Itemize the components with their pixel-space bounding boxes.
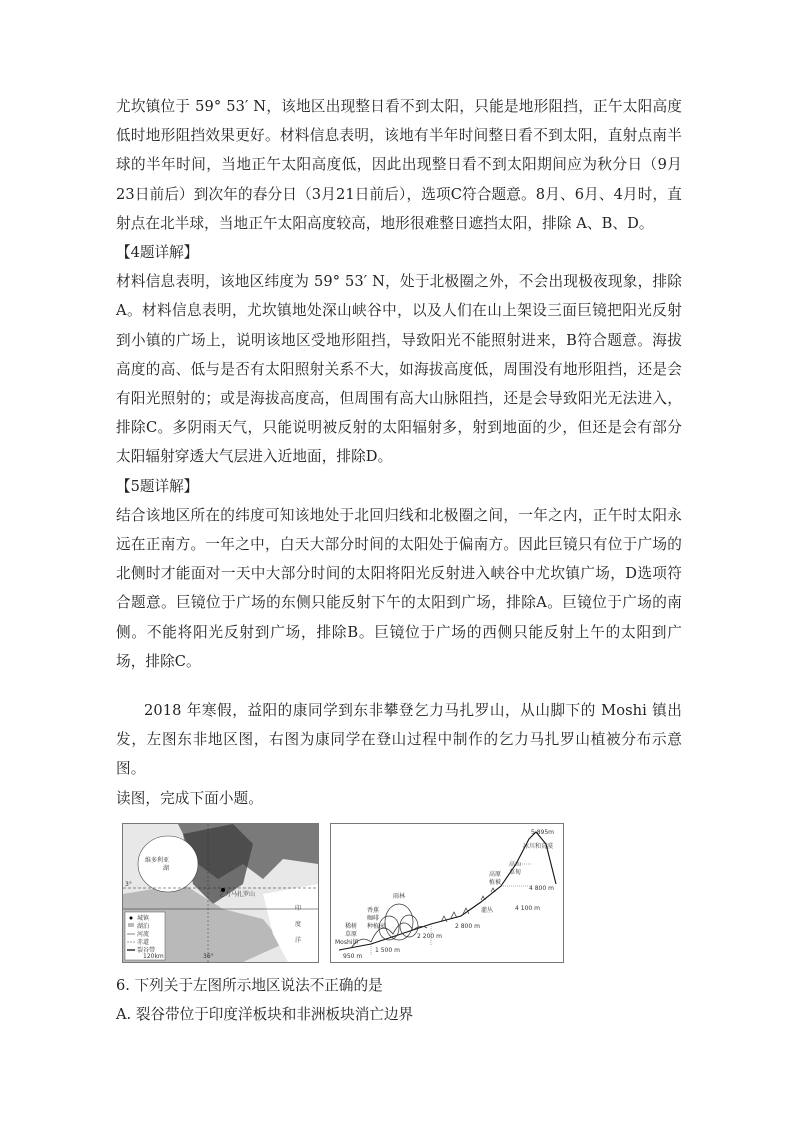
profile-label: 950 m (343, 952, 363, 960)
east-africa-map (122, 823, 319, 963)
profile-label: 5 895m (531, 828, 555, 836)
map-label-lat: 3° (125, 880, 132, 888)
legend-item: 裂谷带 (137, 946, 156, 954)
section-4-text: 材料信息表明，该地区纬度为 59° 53′ N，处于北极圈之外，不会出现极夜现象，排除A。材料信息表明，尤坎镇地处深山峡谷中，以及人们在山上架设三面巨镜把阳光反射到小镇的广场上，说明该地区受地形阻挡，导致阳光不能照射进来，B符合题意。海拔高度的高、低与是否有太阳照射关系不大，如海拔高度低，周围没有地形阻挡，还是会有阳光照射的；或是海拔高度高，但周围有高大山脉阻挡，还是会导致阳光无法进入，排除C。多阴雨天气，只能说明被反射的太阳辐射多，射到地面的少，但还是会有部分太阳辐射穿透大气层进入近地面，排除D。 (116, 273, 682, 466)
profile-label: 高山 (509, 860, 522, 868)
profile-label: 咖啡 (367, 914, 380, 922)
profile-label: 2 800 m (455, 922, 480, 930)
profile-label: 植被 (489, 878, 502, 886)
profile-label: 冰川和荒漠 (523, 842, 554, 850)
map-label-victoria: 维多利亚 (145, 856, 170, 864)
question-6-option-a: A. 裂谷带位于印度洋板块和非洲板块消亡边界 (116, 1006, 414, 1024)
map-label-yin: 印 (295, 904, 302, 912)
vegetation-profile-graphic (331, 824, 563, 962)
profile-label: 稀树 (345, 922, 358, 930)
map-label-lon: 36° (203, 952, 214, 960)
profile-label: 雨林 (393, 892, 406, 900)
vegetation-profile-diagram (330, 823, 564, 963)
profile-label: 种植园 (367, 922, 386, 930)
explanation-paragraph: 尤坎镇位于 59° 53′ N，该地区出现整日看不到太阳，只能是地形阻挡，正午太阳高度低时地形阻挡效果更好。材料信息表明，该地有半年时间整日看不到太阳，直射点南半球的半年时间，当地正午太阳高度低，因此出现整日看不到太阳期间应为秋分日（9月23日前后）到次年的春分日（3月21日前后），选项C符合题意。8月、6月、4月时，直射点在北半球，当地正午太阳高度较高，地形很难整日遮挡太阳，排除 A、B、D。 (116, 98, 682, 232)
instruction-text: 读图，完成下面小题。 (116, 789, 263, 807)
legend-item: 湖泊 (137, 922, 150, 930)
profile-label: 4 800 m (529, 884, 554, 892)
question-6-stem: 6. 下列关于左图所示地区说法不正确的是 (116, 976, 383, 994)
section-5-heading: 【5题详解】 (116, 477, 199, 495)
profile-label: 1 500 m (375, 946, 400, 954)
page-content (116, 92, 682, 1029)
map-label-lake: 湖 (163, 864, 170, 872)
profile-label: 2 200 m (417, 932, 442, 940)
map-label-du: 度 (295, 920, 302, 928)
profile-label: 4 100 m (515, 904, 540, 912)
map-label-kilimanjaro: 乞力马扎罗山 (219, 890, 256, 898)
profile-label: 灌丛 (481, 906, 494, 914)
profile-label: 草甸 (509, 868, 522, 876)
profile-label: 高原 (489, 870, 502, 878)
intro-text: 2018 年寒假，益阳的康同学到东非攀登乞力马扎罗山，从山脚下的 Moshi 镇出发，左图东非地区图，右图为康同学在登山过程中制作的乞力马扎罗山植被分布示意图。 (116, 702, 682, 778)
profile-label: 香蕉 (367, 906, 380, 914)
profile-label: 草原 (345, 930, 358, 938)
legend-item: 城镇 (137, 914, 150, 922)
map-label-yang: 洋 (295, 936, 302, 944)
legend-item: 赤道 (137, 938, 150, 946)
section-4-heading: 【4题详解】 (116, 244, 199, 262)
profile-label: Moshi镇 (335, 938, 359, 946)
east-africa-map-graphic (123, 824, 318, 962)
legend-item: 河流 (137, 930, 150, 938)
section-5-text: 结合该地区所在的纬度可知该地处于北回归线和北极圈之间，一年之内，正午时太阳永远在正南方。一年之中，白天大部分时间的太阳处于偏南方。因此巨镜只有位于广场的北侧时才能面对一天中大部分时间的太阳将阳光反射进入峡谷中尤坎镇广场，D选项符合题意。巨镜位于广场的东侧只能反射下午的太阳到广场，排除A。巨镜位于广场的南侧。不能将阳光反射到广场，排除B。巨镜位于广场的西侧只能反射上午的太阳到广场，排除C。 (116, 506, 682, 670)
figure-row (116, 819, 682, 971)
map-label-scale: 120km (143, 952, 164, 960)
